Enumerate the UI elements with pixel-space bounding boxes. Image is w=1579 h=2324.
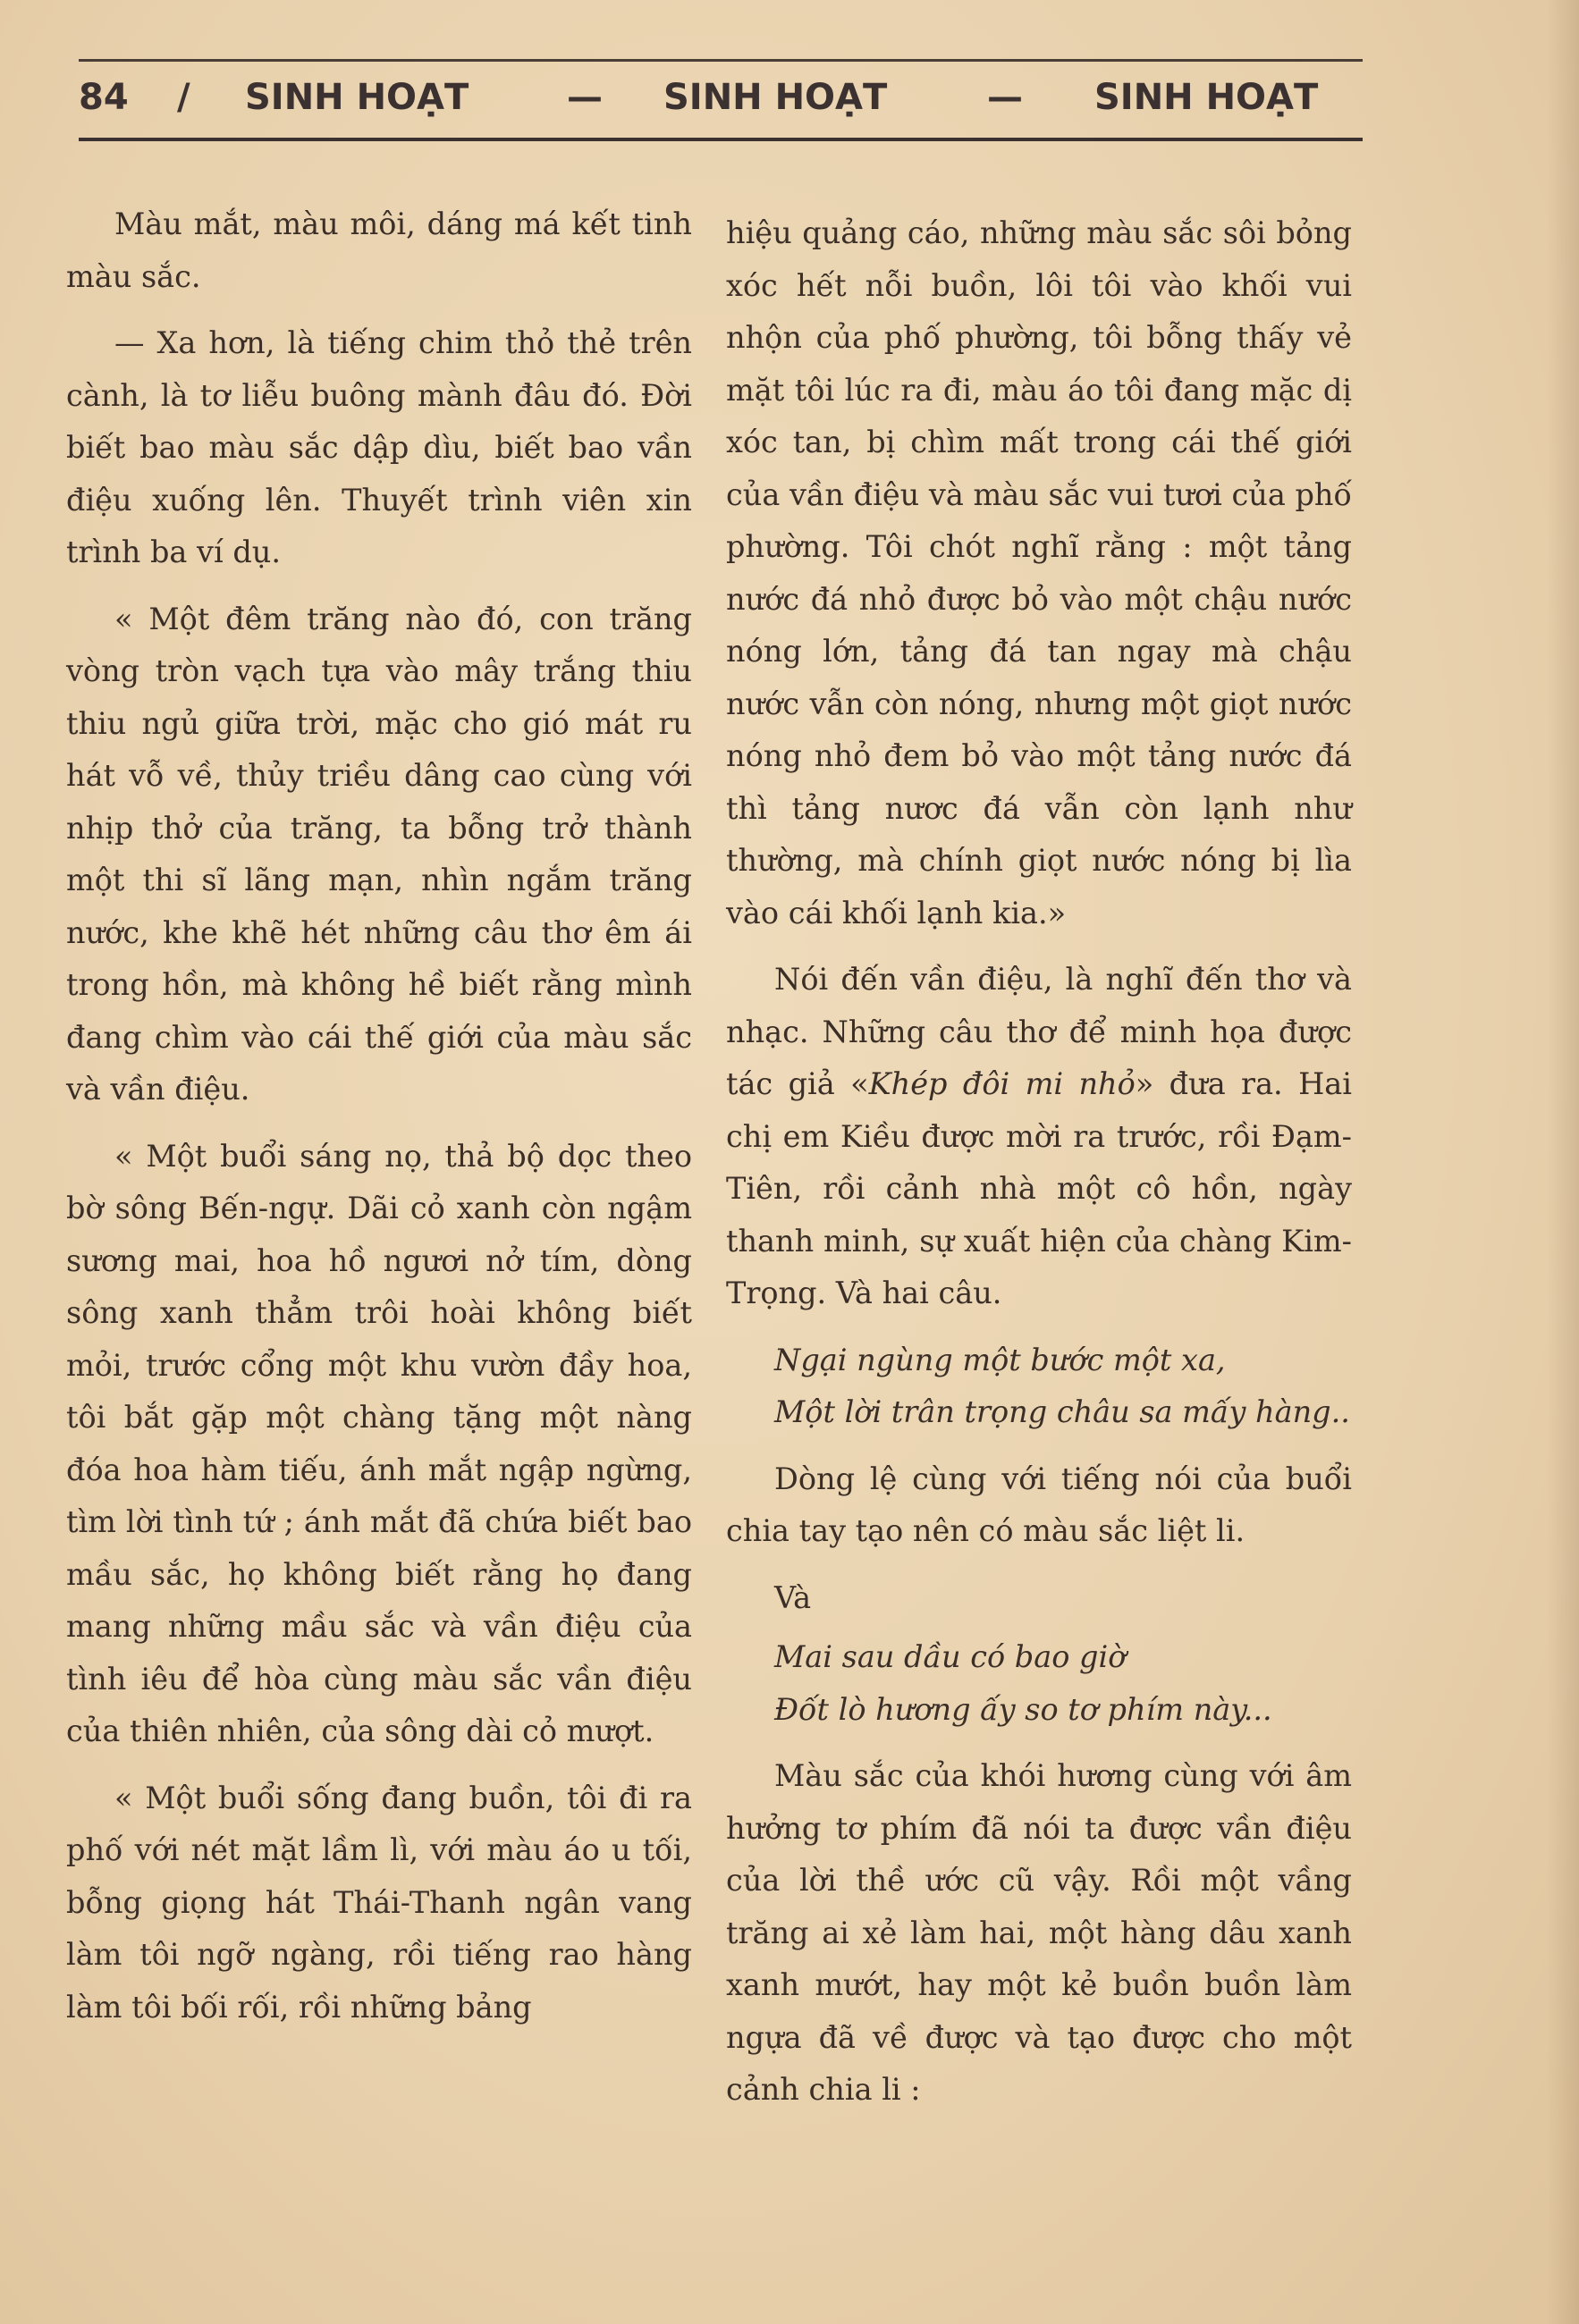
verse-line: Ngại ngùng một bước một xa, xyxy=(774,1342,1226,1377)
paragraph: — Xa hơn, là tiếng chim thỏ thẻ trên cành, là tơ liễu buông mành đâu đó. Đời biết bao màu sắc dập dìu, biết bao vần điệu xuống lên. Thuyết trình viên xin trình ba ví dụ. xyxy=(66,325,692,569)
paragraph-text: Nói đến vần điệu, là nghĩ đến thơ và nhạc. Những câu thơ để minh họa được tác giả « xyxy=(726,962,1352,1101)
page-number: 84 xyxy=(79,77,129,118)
verse-line: Một lời trân trọng châu sa mấy hàng.. xyxy=(774,1394,1350,1429)
paragraph-text: » đưa ra. Hai chị em Kiều được mời ra trước, rồi Đạm-Tiên, rồi cảnh nhà một cô hồn, ngày thanh minh, sự xuất hiện của chàng Kim-Trọng. Và hai câu. xyxy=(726,1066,1352,1310)
header-dash-2: — xyxy=(987,77,1023,118)
verse-line: Mai sau dầu có bao giờ xyxy=(774,1639,1127,1674)
paragraph: Dòng lệ cùng với tiếng nói của buổi chia tay tạo nên có màu sắc liệt li. xyxy=(726,1461,1352,1548)
paragraph: Và xyxy=(774,1579,812,1615)
paragraph: « Một đêm trăng nào đó, con trăng vòng tròn vạch tựa vào mây trắng thiu thiu ngủ giữa trời, mặc cho gió mát ru hát vỗ về, thủy triều dâng cao cùng với nhịp thở của trăng, ta bỗng trở thành một thi sĩ lãng mạn, nhìn ngắm trăng nước, khe khẽ hét những câu thơ êm ái trong hồn, mà không hề biết rằng mình đang chìm vào cái thế giới của màu sắc và vần điệu. xyxy=(66,601,692,1107)
paragraph: « Một buổi sáng nọ, thả bộ dọc theo bờ sông Bến-ngự. Dãi cỏ xanh còn ngậm sương mai, hoa hồ ngươi nở tím, dòng sông xanh thẳm trôi hoài không biết mỏi, trước cổng một khu vườn đầy hoa, tôi bắt gặp một chàng tặng một nàng đóa hoa hàm tiếu, ánh mắt ngập ngừng, tìm lời tình tứ ; ánh mắt đã chứa biết bao mầu sắc, họ không biết rằng họ đang mang những mầu sắc và vần điệu của tình iêu để hòa cùng màu sắc vần điệu của thiên nhiên, của sông dài cỏ mượt. xyxy=(66,1138,692,1748)
paragraph: « Một buổi sống đang buồn, tôi đi ra phố với nét mặt lầm lì, với màu áo u tối, bỗng giọng hát Thái-Thanh ngân vang làm tôi ngỡ ngàng, rồi tiếng rao hàng làm tôi bối rối, rồi những bảng xyxy=(66,1780,692,2025)
book-title: Khép đôi mi nhỏ xyxy=(868,1066,1136,1101)
paragraph: Màu sắc của khói hương cùng với âm hưởng tơ phím đã nói ta được vần điệu của lời thề ước cũ vậy. Rồi một vầng trăng ai xẻ làm hai, một hàng dâu xanh xanh mướt, hay một kẻ buồn buồn làm ngựa đã về được và tạo được cho một cảnh chia li : xyxy=(726,1758,1352,2107)
running-title-1: SINH HOẠT xyxy=(245,77,469,118)
running-title-3: SINH HOẠT xyxy=(1094,77,1319,118)
header-dash-1: — xyxy=(567,77,603,118)
paragraph xyxy=(726,954,1352,1320)
right-column xyxy=(726,207,1352,2131)
running-title-2: SINH HOẠT xyxy=(663,77,888,118)
running-header xyxy=(79,70,1363,132)
header-separator: / xyxy=(177,77,190,118)
header-top-rule xyxy=(79,59,1363,62)
page-edge-shadow xyxy=(1547,0,1579,2324)
left-column xyxy=(66,198,692,2048)
verse-line: Đốt lò hương ấy so tơ phím này... xyxy=(774,1691,1272,1727)
paragraph: Màu mắt, màu môi, dáng má kết tinh màu sắc. xyxy=(66,206,692,294)
paragraph: hiệu quảng cáo, những màu sắc sôi bỏng xóc hết nỗi buồn, lôi tôi vào khối vui nhộn của phố phường, tôi bỗng thấy vẻ mặt tôi lúc ra đi, màu áo tôi đang mặc dị xóc tan, bị chìm mất trong cái thế giới của vần điệu và màu sắc vui tươi của phố phường. Tôi chót nghĩ rằng : một tảng nước đá nhỏ được bỏ vào một chậu nước nóng lớn, tảng đá tan ngay mà chậu nước vẫn còn nóng, nhưng một giọt nước nóng nhỏ đem bỏ vào một tảng nước đá thì tảng nươc đá vẫn còn lạnh như thường, mà chính giọt nước nóng bị lìa vào cái khối lạnh kia.» xyxy=(726,215,1352,930)
header-bottom-rule xyxy=(79,138,1363,141)
